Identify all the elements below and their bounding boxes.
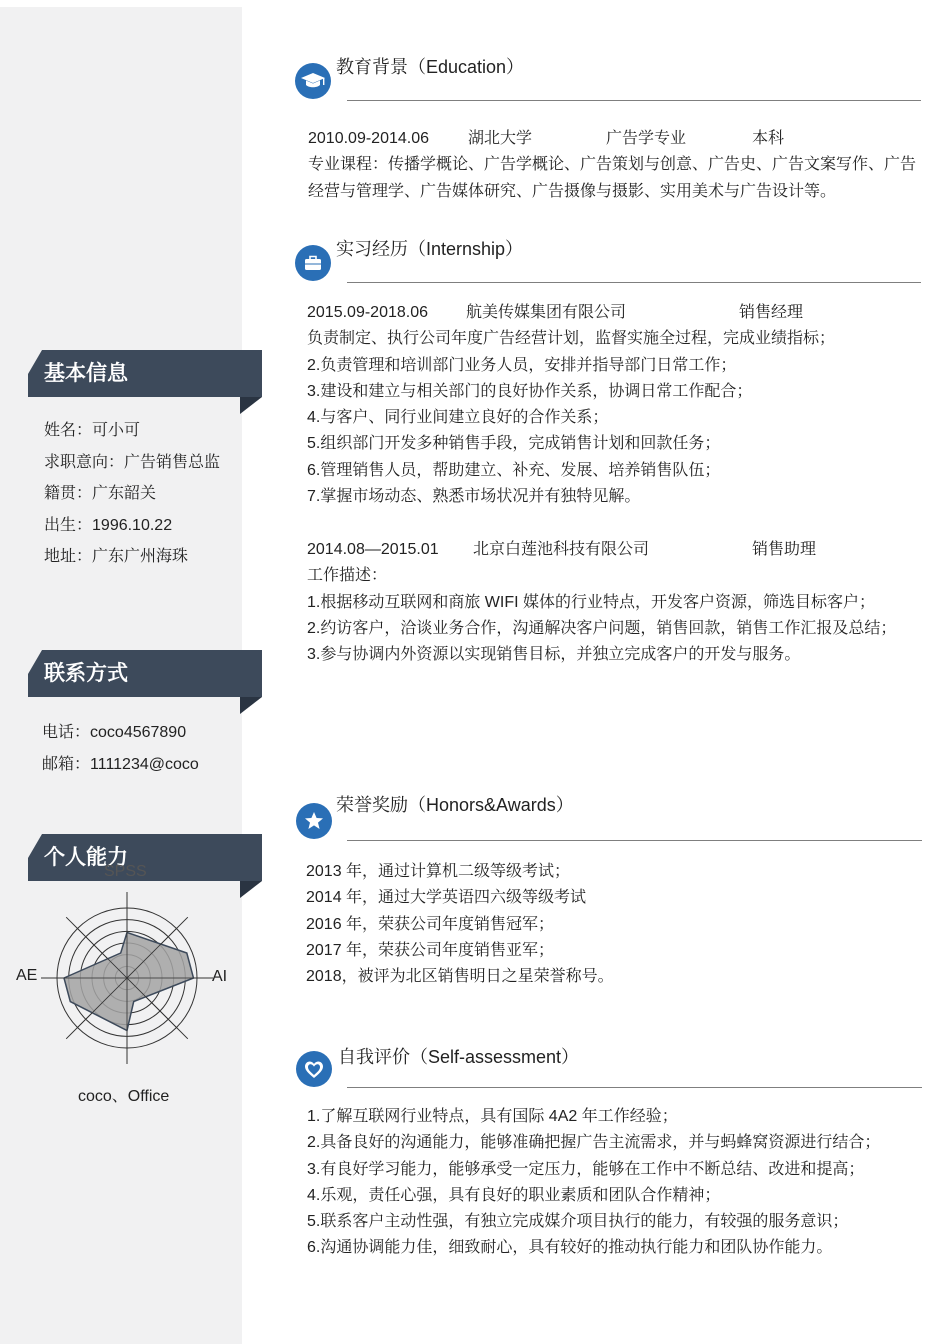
job-duty-line: 工作描述： <box>307 567 388 585</box>
job-duty-line: 7.掌握市场动态、熟悉市场状况并有独特见解。 <box>307 488 641 506</box>
education-summary-row <box>308 126 916 152</box>
radar-value-area <box>64 933 194 1031</box>
basic-info-header <box>28 350 262 414</box>
contact-phone: 电话：coco4567890 <box>42 724 187 741</box>
basic-info-address: 地址：广东广州海珠 <box>44 548 189 565</box>
education-degree: 本科 <box>752 130 785 147</box>
education-period: 2010.09-2014.06 <box>308 130 429 147</box>
self-assessment-item: 2.具备良好的沟通能力，能够准确把握广告主流需求，并与蚂蜂窝资源进行结合； <box>307 1134 881 1152</box>
radar-axis-label-spss: SPSS <box>104 863 147 880</box>
education-course-line: 经营与管理学、广告媒体研究、广告摄像与摄影、实用美术与广告设计等。 <box>308 182 837 200</box>
self-assessment-item: 6.沟通协调能力佳，细致耐心，具有较好的推动执行能力和团队协作能力。 <box>307 1239 833 1257</box>
self-assessment-list <box>307 1104 880 1262</box>
self-assessment-divider <box>347 1087 922 1088</box>
job-company: 北京白莲池科技有限公司 <box>473 541 650 558</box>
job-period: 2014.08—2015.01 <box>307 541 439 558</box>
job-duty-line: 6.管理销售人员，帮助建立、补充、发展、培养销售队伍； <box>307 461 721 479</box>
honor-item: 2018，被评为北区销售明日之星荣誉称号。 <box>306 968 614 986</box>
basic-info-hometown: 籍贯：广东韶关 <box>44 485 157 502</box>
job-duty-line: 5.组织部门开发多种销售手段，完成销售计划和回款任务； <box>307 435 721 453</box>
job-duty-line: 4.与客户、同行业间建立良好的合作关系； <box>307 409 609 427</box>
internship-title: 实习经历（Internship） <box>336 239 524 259</box>
self-assessment-item: 4.乐观，责任心强，具有良好的职业素质和团队合作精神； <box>307 1186 721 1204</box>
education-block <box>308 126 916 205</box>
contact-title: 联系方式 <box>44 662 128 685</box>
contact-email: 邮箱：1111234@coco <box>42 755 199 773</box>
job-summary-row <box>307 537 896 563</box>
contact-header <box>28 650 262 714</box>
honor-item: 2016 年，荣获公司年度销售冠军； <box>306 915 555 933</box>
job-summary-row <box>307 300 835 326</box>
internship-job-2 <box>307 537 896 668</box>
radar-svg <box>10 860 242 1110</box>
self-assessment-title: 自我评价（Self-assessment） <box>338 1047 580 1067</box>
radar-axis-label-ae: AE <box>16 967 38 984</box>
internship-job-1 <box>307 300 835 510</box>
contact-list <box>42 717 199 780</box>
job-duty-line: 2.约访客户，洽谈业务合作，沟通解决客户问题，销售回款，销售工作汇报及总结； <box>307 619 897 637</box>
internship-divider <box>347 282 921 283</box>
job-period: 2015.09-2018.06 <box>307 304 428 321</box>
basic-info-list <box>44 415 220 573</box>
radar-axis-label-ai: AI <box>212 968 228 985</box>
honor-item: 2014 年，通过大学英语四六级等级考试 <box>306 889 587 907</box>
job-company: 航美传媒集团有限公司 <box>466 304 627 321</box>
self-assessment-item: 3.有良好学习能力，能够承受一定压力，能够在工作中不断总结、改进和提高； <box>307 1160 865 1178</box>
job-duty-line: 1.根据移动互联网和商旅 WIFI 媒体的行业特点，开发客户资源，筛选目标客户； <box>307 593 876 611</box>
honors-title: 荣誉奖励（Honors&Awards） <box>336 795 574 815</box>
honor-item: 2017 年，荣获公司年度销售亚军； <box>306 941 555 959</box>
job-duty-line: 负责制定、执行公司年度广告经营计划，监督实施全过程，完成业绩指标； <box>307 330 836 348</box>
education-major: 广告学专业 <box>606 130 687 147</box>
basic-info-objective: 求职意向：广告销售总监 <box>44 453 221 471</box>
star-icon <box>296 803 332 839</box>
honors-list <box>306 859 614 990</box>
skills-title: 个人能力 <box>44 846 128 869</box>
education-divider <box>347 100 921 101</box>
education-school: 湖北大学 <box>468 130 533 147</box>
job-duty-line: 3.参与协调内外资源以实现销售目标，并独立完成客户的开发与服务。 <box>307 646 801 664</box>
skills-radar-chart <box>10 860 242 1110</box>
basic-info-birth: 出生：1996.10.22 <box>44 516 173 534</box>
graduation-cap-icon <box>295 63 331 99</box>
heart-icon <box>296 1051 332 1087</box>
basic-info-name: 姓名：可小可 <box>44 422 141 439</box>
job-role: 销售助理 <box>752 541 817 558</box>
self-assessment-item: 5.联系客户主动性强，有独立完成媒介项目执行的能力，有较强的服务意识； <box>307 1213 849 1231</box>
radar-axis-label-office: coco、Office <box>78 1088 170 1105</box>
basic-info-title: 基本信息 <box>44 362 128 385</box>
job-duty-line: 3.建设和建立与相关部门的良好协作关系，协调日常工作配合； <box>307 382 753 400</box>
job-duty-line: 2.负责管理和培训部门业务人员，安排并指导部门日常工作； <box>307 356 737 374</box>
self-assessment-item: 1.了解互联网行业特点，具有国际 4A2 年工作经验； <box>307 1108 678 1125</box>
honors-divider <box>347 840 922 841</box>
job-role: 销售经理 <box>739 304 804 321</box>
honor-item: 2013 年，通过计算机二级等级考试； <box>306 863 571 880</box>
briefcase-icon <box>295 245 331 281</box>
education-course-line: 专业课程：传播学概论、广告学概论、广告策划与创意、广告史、广告文案写作、广告 <box>308 156 917 174</box>
education-title: 教育背景（Education） <box>336 57 525 77</box>
